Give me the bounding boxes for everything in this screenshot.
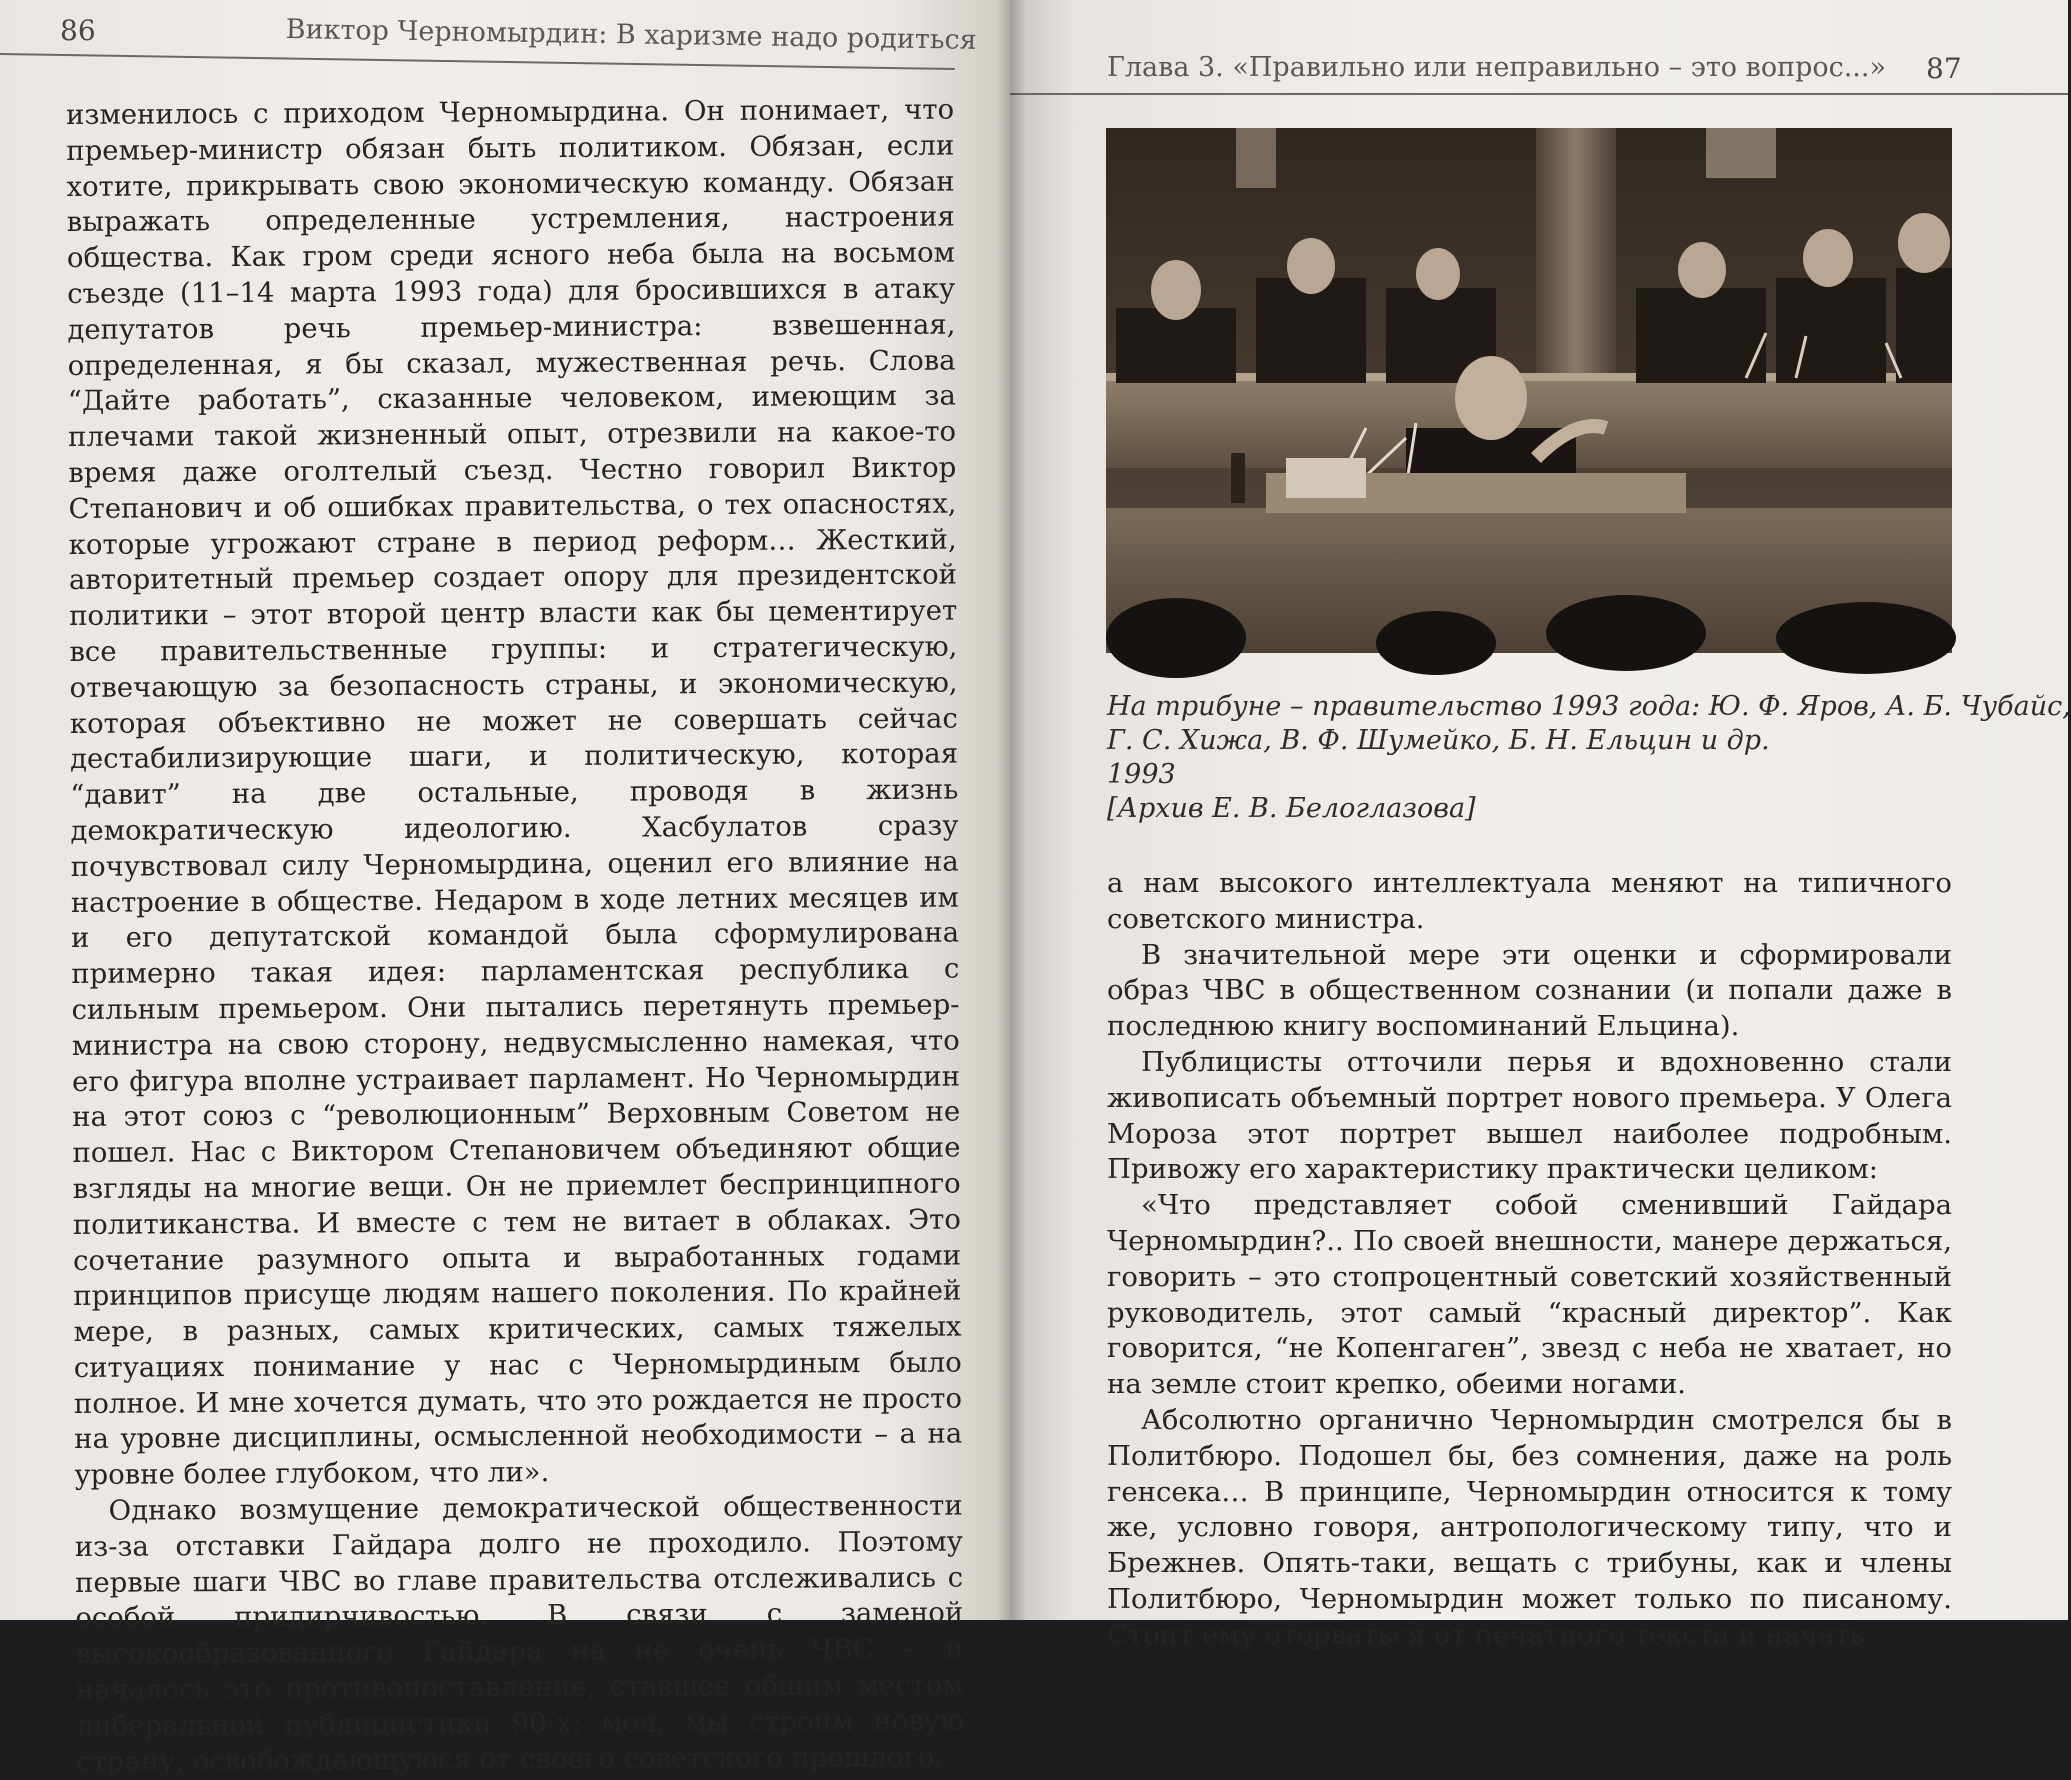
caption-year: 1993: [1107, 759, 1176, 790]
photo-parliament-tribune: [1106, 128, 1952, 653]
left-body-text: [66, 93, 964, 1780]
caption-source: [Архив Е. В. Белоглазова]: [1107, 793, 1476, 824]
right-paragraph-3: Публицисты отточили перья и вдохновенно стали живописать объемный портрет нового премьера. У Олега Мороза этот портрет вышел наиболее подробным. Привожу его характеристику практически целиком:: [1107, 1045, 1952, 1186]
right-page-number: 87: [1926, 52, 1962, 85]
right-head-rule: [1010, 93, 2068, 95]
photo-illustration: [1106, 128, 1952, 653]
right-running-head: Глава 3. «Правильно или неправильно – это вопрос...»: [1107, 52, 1886, 83]
right-body-text: [1107, 866, 1952, 1654]
left-page: [0, 0, 1010, 1778]
right-paragraph-5: Абсолютно органично Черномырдин смотрелся бы в Политбюро. Подошел бы, без сомнения, даже на роль генсека… В принципе, Черномырдин относится к тому же, условно говоря, антропологическому типу, что и Брежнев. Опять-таки, вещать с трибуны, как и члены Политбюро, Черномырдин может только по писаному. Стоит ему оторваться от печатного текста и начать: [1107, 1403, 1952, 1651]
right-paragraph-2: В значительной мере эти оценки и сформировали образ ЧВС в общественном сознании (и попали даже в последнюю книгу воспоминаний Ельцина).: [1107, 938, 1952, 1043]
left-running-head: Виктор Черномырдин: В харизме надо родиться: [285, 14, 977, 56]
left-page-number: 86: [60, 14, 96, 47]
caption-line-2: Г. С. Хижа, В. Ф. Шумейко, Б. Н. Ельцин и др.: [1107, 725, 1770, 756]
book-gutter: [996, 0, 1026, 1620]
left-paragraph-2: Однако возмущение демократической общественности из-за отставки Гайдара долго не проходило. Поэтому первые шаги ЧВС во главе правительства отслеживались с особой придирчивостью. В связи с заменой высокообразованного Гайдара на не очень ЧВС – и началось это противопоставление, ставшее общим местом либеральной публицистики 90-х: мол, мы строим новую страну, освобождающуюся от своего советского прошлого,: [74, 1489, 965, 1778]
photo-caption: [1107, 690, 2071, 826]
left-head-rule: [0, 53, 955, 70]
right-paragraph-1: а нам высокого интеллектуала меняют на типичного советского министра.: [1107, 867, 1952, 935]
right-paragraph-4: «Что представляет собой сменивший Гайдара Черномырдин?.. По своей внешности, манере держаться, говорить – это стопроцентный советский хозяйственный руководитель, этот самый “красный директор”. Как говорится, “не Копенгаген”, звезд с неба не хватает, но на земле стоит крепко, обеими ногами.: [1107, 1189, 1952, 1401]
caption-line-1: На трибуне – правительство 1993 года: Ю. Ф. Яров, А. Б. Чубайс,: [1107, 691, 2071, 722]
left-paragraph-1: изменилось с приходом Черномырдина. Он понимает, что премьер-министр обязан быть политиком. Обязан, если хотите, прикрывать свою экономическую команду. Обязан выражать определенные устремления, настроения общества. Как гром среди ясного неба была на восьмом съезде (11–14 марта 1993 года) для бросившихся в атаку депутатов речь премьер-министра: взвешенная, определенная, я бы сказал, мужественная речь. Слова “Дайте работать”, сказанные человеком, имеющим за плечами такой жизненный опыт, отрезвили на какое-то время даже оголтелый съезд. Честно говорил Виктор Степанович и об ошибках правительства, о тех опасностях, которые угрожают стране в период реформ… Жесткий, авторитетный премьер создает опору для президентской политики – этот второй центр власти как бы цементирует все правительственные группы: и стратегическую, отвечающую за безопасность страны, и экономическую, которая объективно не может не совершать сейчас дестабилизирующие шаги, и политическую, которая “давит” на две остальные, проводя в жизнь демократическую идеологию. Хасбулатов сразу почувствовал силу Черномырдина, оценил его влияние на настроение в обществе. Недаром в ходе летних месяцев им и его депутатской командой была сформулирована примерно такая идея: парламентская республика с сильным премьером. Они пытались перетянуть премьер-министра на свою сторону, недвусмысленно намекая, что его фигура вполне устраивает парламент. Но Черномырдин на этот союз с “революционным” Верховным Советом не пошел. Нас с Виктором Степановичем объединяют общие взгляды на многие вещи. Он не приемлет беспринципного политиканства. И вместе с тем не витает в облаках. Это сочетание разумного опыта и выработанных годами принципов присуще людям нашего поколения. По крайней мере, в разных, самых критических, самых тяжелых ситуациях понимание у нас с Черномырдиным было полное. И мне хочется думать, что это рождается не просто на уровне дисциплины, осмысленной необходимости – а на уровне более глубоком, что ли».: [66, 93, 963, 1492]
